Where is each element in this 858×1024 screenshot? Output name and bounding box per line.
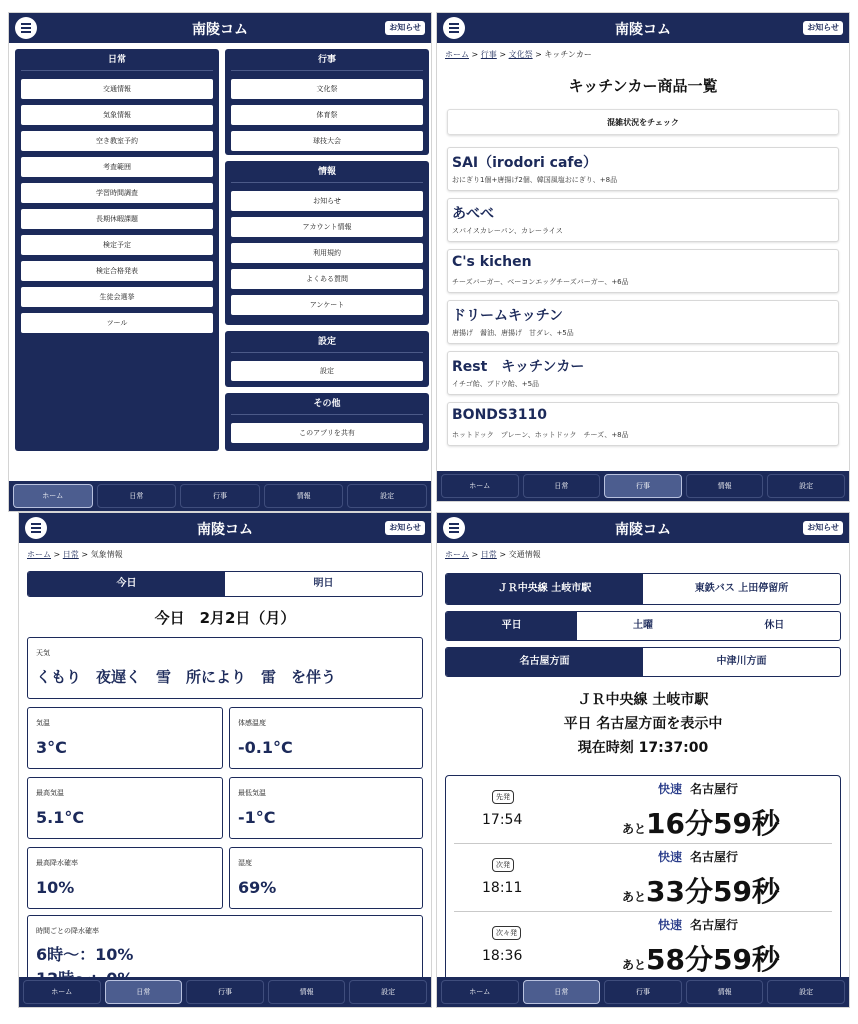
shop-card[interactable] — [447, 300, 839, 344]
menu-item-daily[interactable]: 学習時間調査 — [21, 183, 213, 203]
direction-toggle — [445, 647, 841, 677]
shop-name: ドリームキッチン — [452, 308, 564, 324]
breadcrumb-festival[interactable]: 文化祭 — [508, 50, 533, 59]
app-title: 南陵コム — [615, 22, 671, 38]
menu-item-daily[interactable]: 交通情報 — [21, 79, 213, 99]
breadcrumb-daily[interactable]: 日常 — [62, 550, 79, 559]
train-type: 快速 — [658, 782, 683, 796]
breadcrumb-current: キッチンカー — [544, 50, 592, 59]
tab-home[interactable]: ホーム — [13, 484, 93, 508]
menu-item-info[interactable]: お知らせ — [231, 191, 423, 211]
app-header — [437, 513, 849, 543]
app-header — [19, 513, 431, 543]
menu-item-daily[interactable]: 考査範囲 — [21, 157, 213, 177]
menu-item-daily[interactable]: 生徒会選挙 — [21, 287, 213, 307]
info-mode: 平日 名古屋方面を表示中 — [563, 716, 723, 732]
rain-card — [27, 847, 223, 909]
train-type: 快速 — [658, 918, 683, 932]
menu-item-info[interactable]: よくある質問 — [231, 269, 423, 289]
shop-name: C's kichen — [452, 254, 532, 270]
menu-item-info[interactable]: アンケート — [231, 295, 423, 315]
train-time: 17:54 — [482, 812, 523, 828]
section-events — [225, 49, 429, 155]
hourly-1: 6時〜：10% — [36, 945, 134, 964]
weather-card — [27, 637, 423, 699]
section-title: 日常 — [21, 49, 213, 71]
station-toggle — [445, 573, 841, 605]
day-toggle — [27, 571, 423, 597]
train-row — [454, 776, 832, 844]
temp-value: 3°C — [36, 738, 67, 757]
temp-label: 気温 — [36, 719, 50, 727]
menu-item-daily[interactable]: ツール — [21, 313, 213, 333]
feels-label: 体感温度 — [238, 719, 266, 727]
menu-item-info[interactable]: アカウント情報 — [231, 217, 423, 237]
breadcrumb — [445, 49, 592, 60]
shop-card[interactable] — [447, 147, 839, 191]
tab-saturday[interactable]: 土曜 — [632, 620, 653, 631]
tab-holiday[interactable]: 休日 — [764, 620, 785, 631]
page-title: キッチンカー商品一覧 — [568, 77, 718, 95]
bottom-tab-bar — [19, 977, 431, 1007]
train-destination: 名古屋行 — [690, 782, 739, 796]
shop-desc: イチゴ飴、ブドウ飴、+5品 — [452, 380, 540, 388]
menu-item-daily[interactable]: 検定予定 — [21, 235, 213, 255]
tab-daily[interactable]: 日常 — [105, 980, 183, 1004]
notice-button[interactable]: お知らせ — [803, 21, 843, 35]
tab-events[interactable]: 行事 — [180, 484, 260, 508]
train-countdown — [622, 938, 780, 978]
rain-label: 最高降水確率 — [36, 859, 78, 867]
shop-name: BONDS3110 — [452, 407, 547, 423]
tab-daily[interactable]: 日常 — [97, 484, 177, 508]
min-temp-card — [229, 777, 423, 839]
countdown-prefix: あと — [622, 958, 647, 972]
menu-item-daily[interactable]: 検定合格発表 — [21, 261, 213, 281]
breadcrumb-home[interactable]: ホーム — [445, 550, 469, 559]
bottom-tab-bar — [437, 977, 849, 1007]
breadcrumb-home[interactable]: ホーム — [27, 550, 51, 559]
train-row — [454, 844, 832, 912]
train-time: 18:36 — [482, 948, 523, 964]
max-temp-card — [27, 777, 223, 839]
breadcrumb-current: 交通情報 — [508, 550, 541, 559]
menu-item-events[interactable]: 体育祭 — [231, 105, 423, 125]
menu-item-daily[interactable]: 空き教室予約 — [21, 131, 213, 151]
rain-value: 10% — [36, 878, 75, 897]
tab-home[interactable]: ホーム — [441, 980, 519, 1004]
day-type-toggle — [445, 611, 841, 641]
breadcrumb-sep: > — [471, 550, 479, 559]
tab-daily[interactable]: 日常 — [523, 980, 601, 1004]
shop-card[interactable] — [447, 351, 839, 395]
humidity-card — [229, 847, 423, 909]
humidity-label: 湿度 — [238, 859, 252, 867]
shop-card[interactable] — [447, 249, 839, 293]
info-station: ＪＲ中央線 土岐市駅 — [577, 692, 709, 708]
breadcrumb — [445, 549, 541, 560]
temp-card — [27, 707, 223, 769]
breadcrumb-sep: > — [499, 550, 507, 559]
breadcrumb-sep: > — [535, 50, 542, 59]
tab-daily[interactable]: 日常 — [523, 474, 601, 498]
humidity-value: 69% — [238, 878, 277, 897]
info-current-time: 現在時刻 17:37:00 — [577, 740, 709, 756]
tab-dir-nakatsugawa[interactable]: 中津川方面 — [716, 656, 767, 667]
train-order-badge: 次発 — [492, 858, 514, 872]
menu-item-events[interactable]: 球技大会 — [231, 131, 423, 151]
tab-station-jr[interactable]: ＪＲ中央線 土岐市駅 — [446, 574, 643, 604]
menu-item-settings[interactable]: 設定 — [231, 361, 423, 381]
breadcrumb-sep: > — [499, 50, 507, 59]
notice-button[interactable]: お知らせ — [803, 521, 843, 535]
min-temp-value: -1°C — [238, 808, 276, 827]
tab-settings[interactable]: 設定 — [347, 484, 427, 508]
tab-info[interactable]: 情報 — [686, 474, 764, 498]
tab-events[interactable]: 行事 — [604, 474, 682, 498]
home-panel — [8, 12, 432, 512]
train-destination: 名古屋行 — [690, 850, 739, 864]
weather-value: くもり 夜遅く 雪 所により 雷 を伴う — [36, 668, 337, 686]
breadcrumb-events[interactable]: 行事 — [480, 50, 497, 59]
timetable-card — [445, 775, 841, 981]
max-temp-label: 最高気温 — [36, 789, 64, 797]
section-daily — [15, 49, 219, 451]
feels-card — [229, 707, 423, 769]
shop-desc: チーズバーガー、ベーコンエッグチーズバーガー、+6品 — [452, 278, 629, 286]
train-order-badge: 先発 — [492, 790, 514, 804]
shop-name: SAI（irodori cafe） — [452, 155, 597, 171]
tab-today[interactable]: 今日 — [28, 572, 225, 596]
train-countdown — [622, 802, 780, 842]
app-title: 南陵コム — [197, 522, 253, 538]
max-temp-value: 5.1°C — [36, 808, 85, 827]
shop-name: Rest キッチンカー — [452, 359, 585, 375]
tab-home[interactable]: ホーム — [23, 980, 101, 1004]
train-destination: 名古屋行 — [690, 918, 739, 932]
shop-card[interactable] — [447, 402, 839, 446]
weather-panel — [18, 512, 432, 1008]
section-title: 行事 — [231, 49, 423, 71]
tab-station-bus[interactable]: 東鉄バス 上田停留所 — [694, 583, 789, 594]
tab-home[interactable]: ホーム — [441, 474, 519, 498]
train-type: 快速 — [658, 850, 683, 864]
tab-dir-nagoya[interactable]: 名古屋方面 — [446, 648, 643, 676]
shop-name: あべべ — [452, 206, 494, 222]
menu-item-other[interactable]: このアプリを共有 — [231, 423, 423, 443]
tab-weekday[interactable]: 平日 — [446, 612, 577, 640]
countdown-value: 16分59秒 — [646, 807, 780, 840]
tab-info[interactable]: 情報 — [268, 980, 346, 1004]
countdown-value: 58分59秒 — [646, 943, 780, 976]
breadcrumb-current: 気象情報 — [90, 550, 123, 559]
app-header — [437, 13, 849, 43]
shop-desc: ホットドック プレーン、ホットドック チーズ、+8品 — [452, 431, 629, 439]
train-row — [454, 912, 832, 980]
app-title: 南陵コム — [192, 22, 248, 38]
check-crowd-button[interactable]: 混雑状況をチェック — [447, 109, 839, 135]
breadcrumb-daily[interactable]: 日常 — [480, 550, 497, 559]
kitchen-panel — [436, 12, 850, 502]
tab-info[interactable]: 情報 — [686, 980, 764, 1004]
shop-desc: スパイスカレーパン、カレーライス — [452, 227, 563, 235]
section-info — [225, 161, 429, 325]
section-title: 設定 — [231, 331, 423, 353]
train-time: 18:11 — [482, 880, 523, 896]
breadcrumb-sep: > — [81, 550, 89, 559]
notice-button[interactable]: お知らせ — [385, 521, 425, 535]
feels-value: -0.1°C — [238, 738, 293, 757]
hourly-label: 時間ごとの降水確率 — [36, 927, 99, 935]
menu-item-daily[interactable]: 長期休暇課題 — [21, 209, 213, 229]
countdown-prefix: あと — [622, 822, 647, 836]
tab-info[interactable]: 情報 — [264, 484, 344, 508]
min-temp-label: 最低気温 — [238, 789, 266, 797]
section-settings — [225, 331, 429, 387]
menu-item-events[interactable]: 文化祭 — [231, 79, 423, 99]
shop-desc: 唐揚げ 醤油、唐揚げ 甘ダレ、+5品 — [452, 329, 574, 337]
breadcrumb-home[interactable]: ホーム — [445, 50, 469, 59]
weather-label: 天気 — [36, 649, 50, 657]
traffic-panel — [436, 512, 850, 1008]
app-title: 南陵コム — [615, 522, 671, 538]
breadcrumb-sep: > — [471, 50, 479, 59]
tab-tomorrow[interactable]: 明日 — [313, 578, 334, 589]
train-countdown — [622, 870, 780, 910]
countdown-prefix: あと — [622, 890, 647, 904]
app-header — [9, 13, 431, 43]
tab-settings[interactable]: 設定 — [349, 980, 427, 1004]
breadcrumb — [27, 549, 123, 560]
train-order-badge: 次々発 — [492, 926, 521, 940]
shop-desc: おにぎり1個+唐揚げ2個、韓国風塩おにぎり、+8品 — [452, 176, 618, 184]
tab-settings[interactable]: 設定 — [767, 474, 845, 498]
date-line: 今日 2月2日（月） — [154, 609, 296, 627]
tab-events[interactable]: 行事 — [604, 980, 682, 1004]
countdown-value: 33分59秒 — [646, 875, 780, 908]
tab-settings[interactable]: 設定 — [767, 980, 845, 1004]
section-title: その他 — [231, 393, 423, 415]
tab-events[interactable]: 行事 — [186, 980, 264, 1004]
menu-item-daily[interactable]: 気象情報 — [21, 105, 213, 125]
section-other — [225, 393, 429, 451]
menu-item-info[interactable]: 利用規約 — [231, 243, 423, 263]
shop-card[interactable] — [447, 198, 839, 242]
section-title: 情報 — [231, 161, 423, 183]
notice-button[interactable]: お知らせ — [385, 21, 425, 35]
bottom-tab-bar — [9, 481, 431, 511]
breadcrumb-sep: > — [53, 550, 61, 559]
bottom-tab-bar — [437, 471, 849, 501]
